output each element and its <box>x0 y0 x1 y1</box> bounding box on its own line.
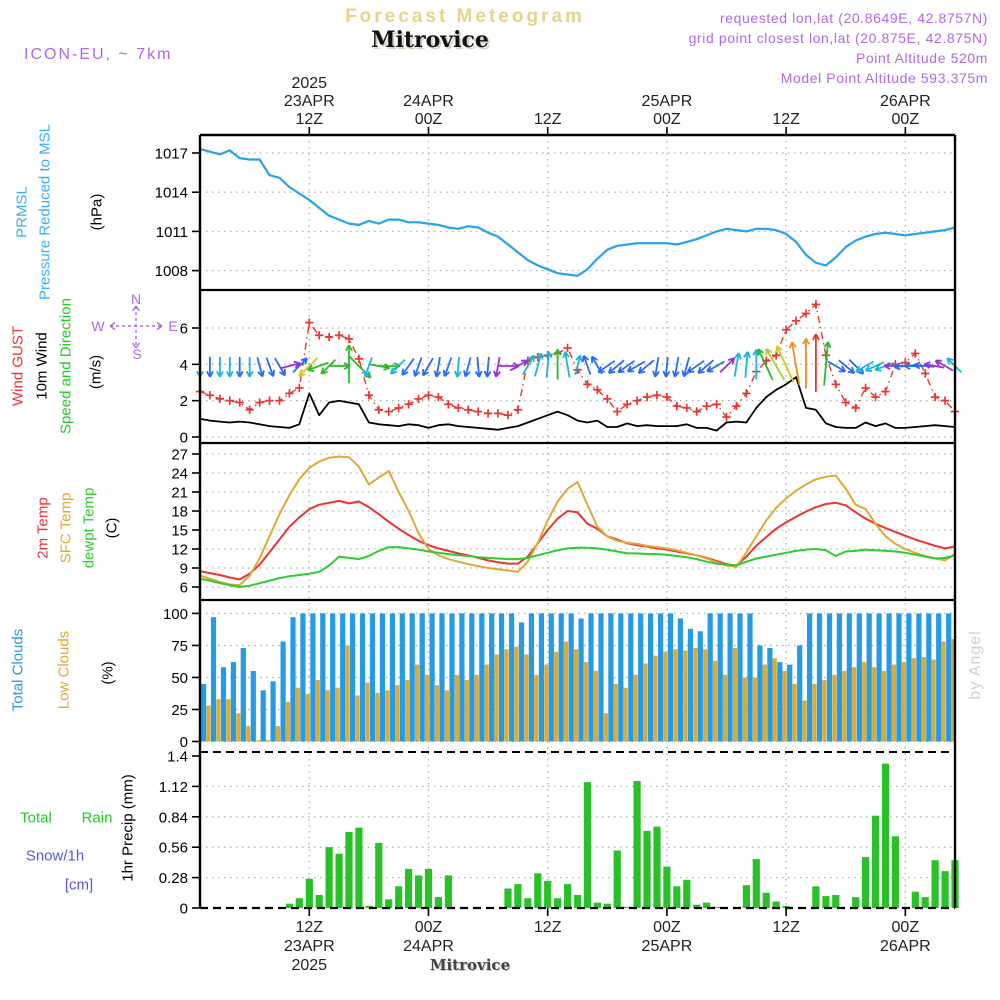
svg-text:1.12: 1.12 <box>158 778 188 796</box>
svg-text:24APR: 24APR <box>403 938 454 955</box>
svg-text:1008: 1008 <box>154 263 188 281</box>
svg-text:12: 12 <box>171 541 188 559</box>
clouds-low-label: Low Clouds <box>55 630 73 710</box>
svg-text:0: 0 <box>179 734 188 751</box>
svg-text:00Z: 00Z <box>653 919 681 936</box>
svg-text:1014: 1014 <box>154 184 188 202</box>
compass-north-label: N <box>130 291 142 307</box>
clouds-unit-label: (%) <box>99 661 117 685</box>
precip-axis-label: 1hr Precip (mm) <box>119 774 137 882</box>
point-altitude: Point Altitude 520m <box>855 50 988 66</box>
svg-text:12Z: 12Z <box>772 919 800 936</box>
wind-direction-label: Speed and Direction <box>57 298 75 434</box>
grid-point-coords: grid point closest lon,lat (20.875E, 42.875N) <box>688 30 988 46</box>
svg-text:23APR: 23APR <box>283 93 335 110</box>
compass-east-label: E <box>168 318 178 334</box>
model-label: ICON-EU, ~ 7km <box>24 46 173 63</box>
svg-text:1.4: 1.4 <box>167 748 188 766</box>
temp-dewpt-label: dewpt Temp <box>80 487 98 569</box>
svg-text:75: 75 <box>171 637 188 655</box>
svg-text:0.56: 0.56 <box>158 839 188 857</box>
svg-text:1011: 1011 <box>155 223 188 241</box>
svg-text:24: 24 <box>171 465 188 483</box>
svg-text:100: 100 <box>162 605 188 623</box>
svg-text:0.28: 0.28 <box>158 870 188 888</box>
station-name: Mitrovice <box>371 27 489 53</box>
footer-station-name: Mitrovice <box>429 956 511 974</box>
svg-text:0.84: 0.84 <box>158 809 188 827</box>
svg-text:00Z: 00Z <box>891 919 920 936</box>
pressure-unit-label: (hPa) <box>88 193 106 231</box>
svg-text:12Z: 12Z <box>533 111 562 128</box>
svg-text:26APR: 26APR <box>879 93 931 110</box>
svg-text:21: 21 <box>171 484 188 502</box>
compass-south-label: S <box>132 346 142 362</box>
temp-sfc-label: SFC Temp <box>57 492 75 564</box>
svg-text:24APR: 24APR <box>403 93 454 110</box>
svg-text:26APR: 26APR <box>879 938 931 955</box>
svg-text:4: 4 <box>179 356 188 374</box>
svg-text:00Z: 00Z <box>653 111 681 128</box>
svg-text:12Z: 12Z <box>295 111 324 128</box>
clouds-total-label: Total Clouds <box>9 628 27 712</box>
wind-gust-label: Wind GUST <box>9 325 27 407</box>
svg-text:2: 2 <box>179 393 188 411</box>
precip-snow-label: Snow/1h <box>25 847 85 865</box>
svg-text:2025: 2025 <box>291 75 328 92</box>
svg-text:12Z: 12Z <box>295 919 324 936</box>
svg-text:0: 0 <box>179 429 188 447</box>
svg-text:27: 27 <box>171 446 188 464</box>
model-point-altitude: Model Point Altitude 593.375m <box>780 70 988 86</box>
svg-text:00Z: 00Z <box>891 111 920 128</box>
svg-text:25: 25 <box>171 701 188 719</box>
svg-text:9: 9 <box>179 560 188 578</box>
requested-coords: requested lon,lat (20.8649E, 42.8757N) <box>720 10 988 26</box>
svg-text:25APR: 25APR <box>641 93 693 110</box>
page-title: Forecast Meteogram <box>345 6 585 27</box>
svg-text:6: 6 <box>179 320 188 338</box>
svg-text:25APR: 25APR <box>641 938 693 955</box>
svg-text:2025: 2025 <box>291 957 328 974</box>
svg-text:00Z: 00Z <box>414 111 443 128</box>
svg-text:18: 18 <box>171 503 188 521</box>
pressure-label-long: Pressure Reduced to MSL <box>36 124 54 300</box>
svg-text:00Z: 00Z <box>414 919 443 936</box>
svg-text:15: 15 <box>171 522 188 540</box>
svg-text:23APR: 23APR <box>283 938 335 955</box>
svg-text:50: 50 <box>171 669 188 687</box>
temp-2m-label: 2m Temp <box>34 497 52 559</box>
svg-text:0: 0 <box>179 900 188 918</box>
precip-total-label: Total <box>20 809 52 827</box>
compass-west-label: W <box>91 318 105 334</box>
svg-text:1017: 1017 <box>154 145 188 163</box>
temp-unit-label: (C) <box>103 517 121 539</box>
wind-unit-label: (m/s) <box>87 354 105 390</box>
svg-text:12Z: 12Z <box>533 919 562 936</box>
credit-watermark: by Angel <box>967 630 984 700</box>
svg-text:6: 6 <box>179 579 188 597</box>
precip-rain-label: Rain <box>81 809 113 827</box>
svg-text:12Z: 12Z <box>772 111 800 128</box>
pressure-label-prmsl: PRMSL <box>13 186 31 238</box>
precip-snow-unit-label: [cm] <box>64 876 94 894</box>
wind-10m-label: 10m Wind <box>33 332 51 400</box>
